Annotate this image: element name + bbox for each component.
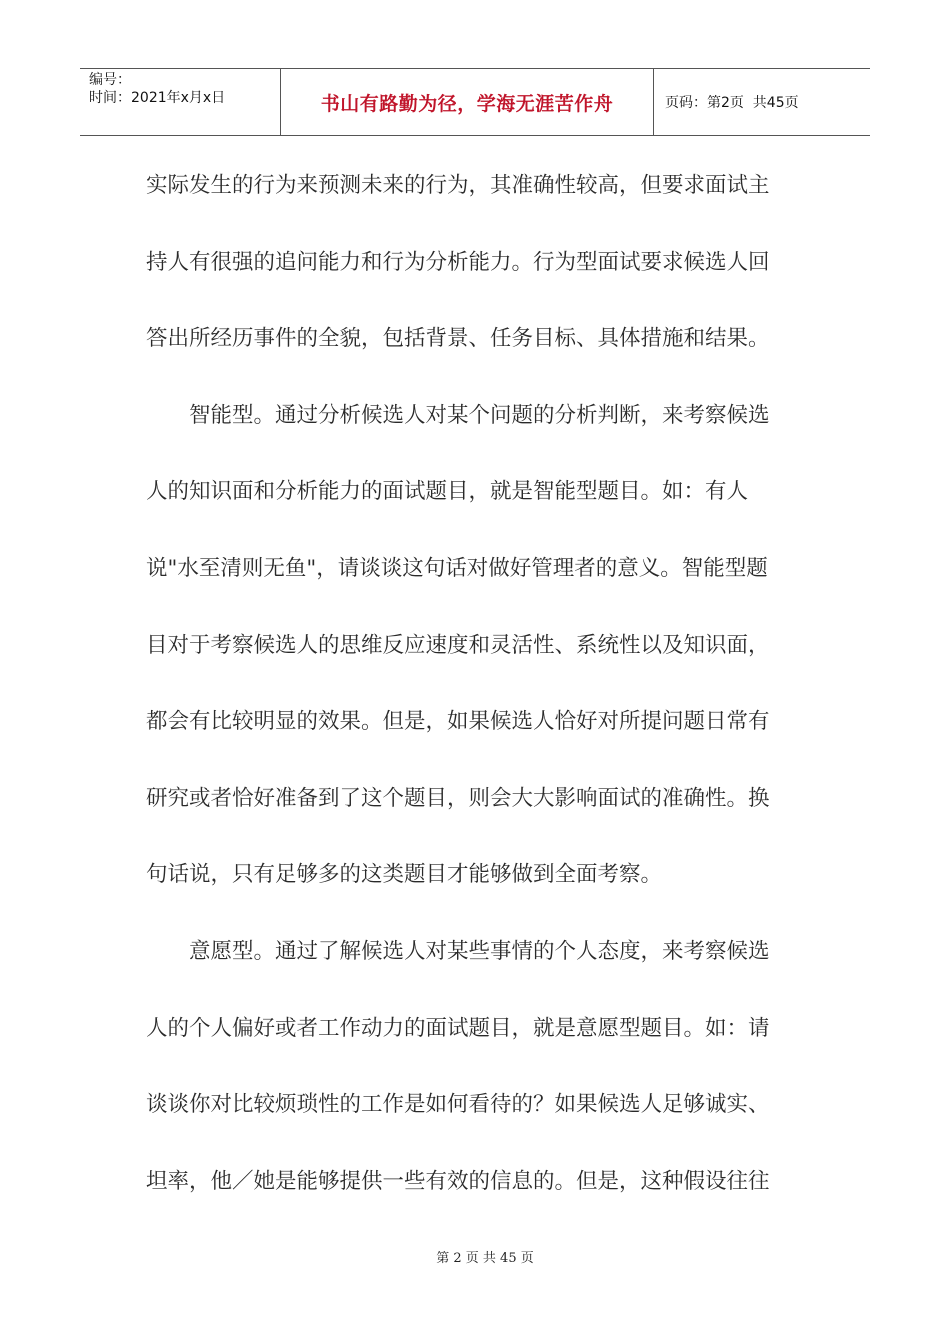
text-line: 人的知识面和分析能力的面试题目，就是智能型题目。如：有人 — [146, 479, 749, 505]
page-footer: 第 2 页 共 45 页 — [436, 1251, 534, 1266]
paragraph — [146, 914, 796, 1220]
header-meta — [80, 69, 281, 135]
text-line: 谈谈你对比较烦琐性的工作是如何看待的？如果候选人足够诚实、 — [146, 1092, 770, 1118]
text-line: 坦率，他／她是能够提供一些有效的信息的。但是，这种假设往往 — [146, 1168, 770, 1194]
header-motto: 书山有路勤为径，学海无涯苦作舟 — [281, 69, 654, 135]
text-line: 实际发生的行为来预测未来的行为，其准确性较高，但要求面试主 — [146, 173, 770, 198]
document-body — [146, 148, 796, 1220]
text-line: 意愿型。通过了解候选人对某些事情的个人态度，来考察候选 — [189, 938, 770, 964]
text-line: 目对于考察候选人的思维反应速度和灵活性、系统性以及知识面， — [146, 632, 770, 658]
text-line: 研究或者恰好准备到了这个题目，则会大大影响面试的准确性。换 — [146, 785, 770, 811]
text-line: 人的个人偏好或者工作动力的面试题目，就是意愿型题目。如：请 — [146, 1015, 770, 1041]
paragraph — [146, 378, 796, 914]
paragraph — [146, 148, 796, 378]
text-line: 智能型。通过分析候选人对某个问题的分析判断，来考察候选 — [189, 402, 770, 428]
text-line: 答出所经历事件的全貌，包括背景、任务目标、具体措施和结果。 — [146, 326, 770, 352]
text-line: 句话说，只有足够多的这类题目才能够做到全面考察。 — [146, 862, 663, 888]
header-number-label: 编号： — [89, 72, 131, 88]
header-page-info — [654, 69, 870, 135]
text-line: 说"水至清则无鱼"，请谈谈这句话对做好管理者的意义。智能型题 — [146, 555, 768, 581]
text-line: 都会有比较明显的效果。但是，如果候选人恰好对所提问题日常有 — [146, 709, 770, 735]
document-header — [80, 68, 870, 136]
header-page-label: 页码：第2页 共45页 — [665, 95, 799, 111]
text-line: 持人有很强的追问能力和行为分析能力。行为型面试要求候选人回 — [146, 249, 770, 275]
header-date-label: 时间：2021年x月x日 — [89, 90, 226, 106]
